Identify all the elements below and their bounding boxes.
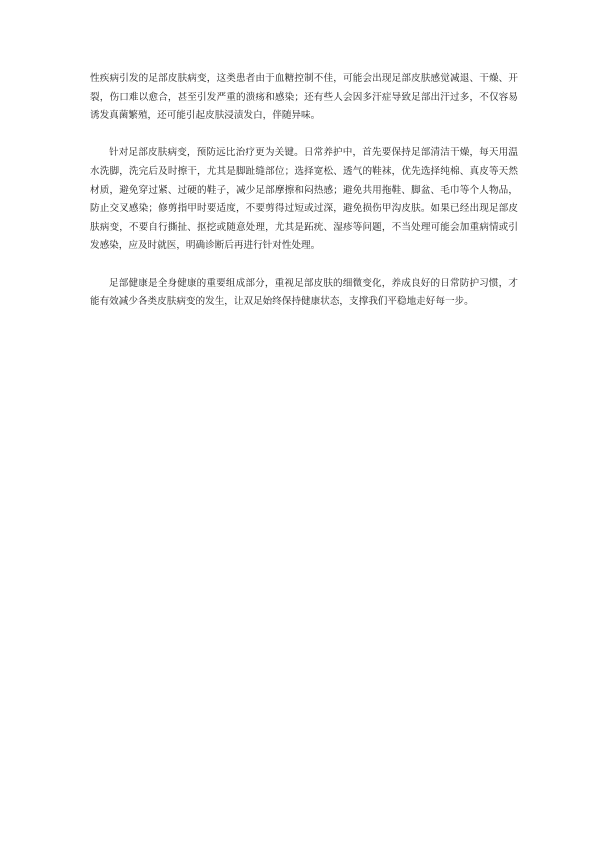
paragraph-prevention: 针对足部皮肤病变，预防远比治疗更为关键。日常养护中，首先要保持足部清洁干燥，每天用温水洗脚，洗完后及时擦干，尤其是脚趾缝部位；选择宽松、透气的鞋袜，优先选择纯棉、真皮等天然材质，避免穿过紧、过硬的鞋子，减少足部摩擦和闷热感；避免共用拖鞋、脚盆、毛巾等个人物品，防止交叉感染；修剪指甲时要适度，不要剪得过短或过深，避免损伤甲沟皮肤。如果已经出现足部皮肤病变，不要自行撕扯、抠挖或随意处理，尤其是跖疣、湿疹等问题，不当处理可能会加重病情或引发感染，应及时就医，明确诊断后再进行针对性处理。 — [90, 147, 518, 252]
paragraph-conclusion: 足部健康是全身健康的重要组成部分，重视足部皮肤的细微变化，养成良好的日常防护习惯，才能有效减少各类皮肤病变的发生，让双足始终保持健康状态，支撑我们平稳地走好每一步。 — [90, 277, 518, 308]
document-body — [90, 70, 518, 330]
paragraph-continued: 性疾病引发的足部皮肤病变，这类患者由于血糖控制不佳，可能会出现足部皮肤感觉减退、干燥、开裂，伤口难以愈合，甚至引发严重的溃疡和感染；还有些人会因多汗症导致足部出汗过多，不仅容易诱发真菌繁殖，还可能引起皮肤浸渍发白，伴随异味。 — [90, 73, 518, 122]
